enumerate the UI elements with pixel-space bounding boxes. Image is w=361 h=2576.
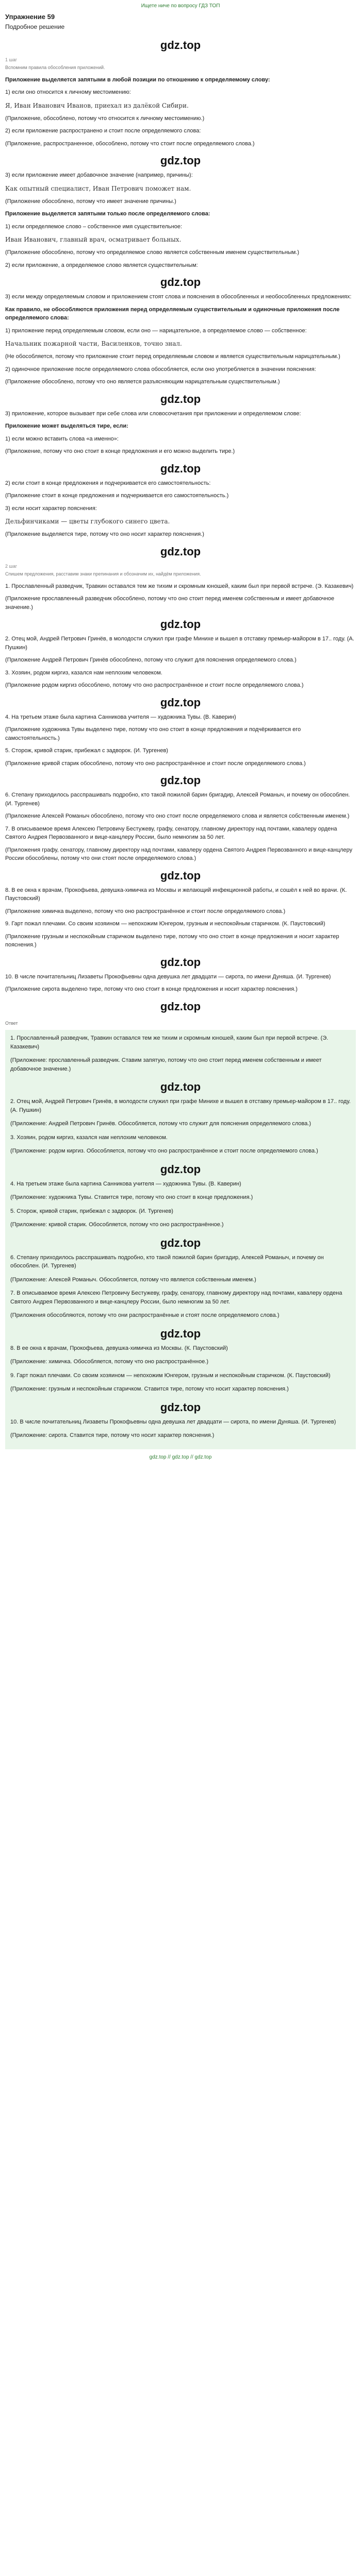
answer-item: 5. Сторож, кривой старик, прибежал с задворок. (И. Тургенев) <box>10 1208 173 1214</box>
rule-paragraph: 1) приложение перед определяемым словом, если оно — нарицательное, а определяемое слово — собственное: <box>5 327 307 334</box>
answer-item: 4. На третьем этаже была картина Санникова учителя — художника Тувы. (В. Каверин) <box>10 1180 241 1187</box>
exercise-item: 1. Прославленный разведчик, Травкин оставался тем же тихим и скромным юношей, каким был при первой встрече. (Э. Казакевич) <box>5 583 354 589</box>
answer-item: (Приложение: грузным и неспокойным старичком. Ставится тире, потому что носит характер пояснения.) <box>10 1386 289 1392</box>
answer-item: 8. В ее окна к врачам, Прокофьева, девушка-химичка из Москвы. (К. Паустовский) <box>10 1345 228 1351</box>
rule-paragraph: 3) если между определяемым словом и приложением стоят слова и пояснения в обособленных и необособленных предложениях: <box>5 294 352 300</box>
rule-paragraph: 3) если носит характер пояснения: <box>5 505 97 512</box>
exercise-item: 2. Отец мой, Андрей Петрович Гринёв, в молодости служил при графе Минихе и вышел в отставку премьер-майором в 17.. году. (А. Пушкин) <box>5 636 354 651</box>
rule-paragraph: (Приложение выделяется тире, потому что оно носит характер пояснения.) <box>5 531 204 537</box>
watermark: gdz.top <box>160 1162 201 1176</box>
answer-item: (Приложение: Андрей Петрович Гринёв. Обособляется, потому что служит для пояснения определяемого слова.) <box>10 1121 311 1127</box>
rule-example: Как опытный специалист, Иван Петрович поможет нам. <box>5 184 191 192</box>
exercise-item: 10. В числе почитательниц Лизаветы Прокофьевны одна девушка лет двадцати — сирота, по имени Дуняша. (И. Тургенев) <box>5 973 331 980</box>
rule-example: Дельфинчиками — цветы глубокого синего цвета. <box>5 518 170 525</box>
rule-paragraph: 3) если приложение имеет добавочное значение (например, причины): <box>5 172 193 178</box>
rule-paragraph: 1) если можно вставить слова «а именно»: <box>5 435 119 442</box>
watermark: gdz.top <box>160 696 201 709</box>
watermark: gdz.top <box>160 999 201 1013</box>
answer-item: (Приложение: прославленный разведчик. Ставим запятую, потому что оно стоит перед именем собственным и имеет добавочное значение.) <box>10 1057 322 1072</box>
step-heading: Спишем предложения, расставим знаки препинания и обозначим их, найдём приложения. <box>5 571 201 577</box>
rule-paragraph: 1) если оно относится к личному местоимению: <box>5 89 131 95</box>
rule-example: Начальник пожарной части, Василенков, точно знал. <box>5 340 182 347</box>
watermark: gdz.top <box>160 1327 201 1340</box>
exercise-item: (Приложения графу, сенатору, главному директору над почтами, кавалеру ордена Святого Андрея Первозванного и вице-канцлеру России обособлены, потому что они стоят после определяемого слова.) <box>5 846 353 861</box>
bottom-link[interactable]: gdz.top // gdz.top // gdz.top <box>149 1454 212 1460</box>
rule-paragraph: (Приложение, распространенное, обособлено, потому что стоит после определяемого слова.) <box>5 140 255 147</box>
rule-paragraph: (Не обособляется, потому что приложение стоит перед определяемым словом и является существительным нарицательным.) <box>5 353 340 360</box>
exercise-item: (Приложение Андрей Петрович Гринёв обособлено, потому что служит для пояснения определяемого слова.) <box>5 657 297 663</box>
exercise-item: (Приложение сирота выделено тире, потому что оно стоит в конце предложения и носит характер пояснения.) <box>5 986 298 992</box>
exercise-item: 3. Хозяин, родом киргиз, казался нам неплохим человеком. <box>5 669 162 676</box>
exercise-item: (Приложение химичка выделено, потому что оно распространённое и стоит после определяемого слова.) <box>5 908 286 914</box>
watermark: gdz.top <box>160 1236 201 1249</box>
answer-item: 3. Хозяин, родом киргиз, казался нам неплохим человеком. <box>10 1134 168 1141</box>
answer-item: 10. В числе почитательниц Лизаветы Прокофьевны одна девушка лет двадцати — сирота, по имени Дуняша. (И. Тургенев) <box>10 1418 336 1425</box>
answer-item: (Приложение: химичка. Обособляется, потому что оно распространённое.) <box>10 1359 209 1365</box>
watermark: gdz.top <box>160 1400 201 1414</box>
exercise-item: 4. На третьем этаже была картина Санникова учителя — художника Тувы. (В. Каверин) <box>5 714 236 720</box>
answer-item: (Приложения обособляются, потому что они распространённые и стоят после определяемого слова.) <box>10 1312 280 1318</box>
answer-item: (Приложение: родом киргиз. Обособляется, потому что оно распространённое и стоит после определяемого слова.) <box>10 1148 318 1154</box>
answer-item: (Приложение: сирота. Ставится тире, потому что носит характер пояснения.) <box>10 1432 215 1438</box>
rule-paragraph: Приложение может выделяться тире, если: <box>5 423 128 429</box>
rule-paragraph: 2) если приложение распространено и стоит после определяемого слова: <box>5 128 201 134</box>
answer-item: 2. Отец мой, Андрей Петрович Гринёв, в молодости служил при графе Минихе и вышел в отставку премьер-майором в 17.. году. (А. Пушкин) <box>10 1098 351 1113</box>
watermark: gdz.top <box>160 774 201 787</box>
watermark: gdz.top <box>160 392 201 405</box>
exercise-item: 6. Степану приходилось расспрашивать подробно, кто такой пожилой барин бригадир, Алексей Романыч, и почему он обособлен. (И. Тургенев) <box>5 792 350 807</box>
exercise-item: 8. В ее окна к врачам, Прокофьева, девушка-химичка из Москвы и желающий инфекционной работы, и сошёл к ней во врачи. (К. Паустовский) <box>5 887 347 902</box>
answer-item: (Приложение: Алексей Романыч. Обособляется, потому что является собственным именем.) <box>10 1276 256 1283</box>
watermark: gdz.top <box>160 38 201 52</box>
watermark: gdz.top <box>160 154 201 167</box>
rule-paragraph: 2) если стоит в конце предложения и подчеркивается его самостоятельность: <box>5 480 211 486</box>
rule-paragraph: Как правило, не обособляются приложения перед определяемым существительным и одиночные приложения после определяемого слова: <box>5 306 340 321</box>
exercise-item: 9. Гарт пожал плечами. Со своим хозяином — непохожим Юнгером, грузным и неспокойным старичком. (К. Паустовский) <box>5 921 325 927</box>
watermark: gdz.top <box>160 869 201 882</box>
answer-item: 1. Прославленный разведчик, Травкин оставался тем же тихим и скромным юношей, каким был при первой встрече. (Э. Казакевич) <box>10 1035 329 1050</box>
step-label: 1 шаг <box>5 57 18 62</box>
answer-item: (Приложение: кривой старик. Обособляется, потому что оно распространённое.) <box>10 1222 224 1228</box>
exercise-item: 7. В описываемое время Алексею Петровичу Бестужеву, графу, сенатору, главному директору над почтами, кавалеру ордена Святого Андрея Первозванного и вице-канцлеру России, было немногим за 50 лет. <box>5 825 337 840</box>
rule-paragraph: 1) если определяемое слово – собственное имя существительное: <box>5 223 183 230</box>
rule-paragraph: (Приложение обособлено, потому что определяемое слово является собственным именем существительным.) <box>5 249 300 256</box>
rule-paragraph: (Приложение, потому что оно стоит в конце предложения и его можно выделить тире.) <box>5 448 235 454</box>
watermark: gdz.top <box>160 1080 201 1093</box>
answer-label: Ответ <box>5 1020 18 1026</box>
exercise-item: (Приложение родом киргиз обособлено, потому что оно распространённое и стоит после определяемого слова.) <box>5 682 304 688</box>
rule-paragraph: (Приложение обособлено, потому что имеет значение причины.) <box>5 198 176 205</box>
top-link[interactable]: Ищете ниче по вопросу ГДЗ ТОП <box>141 3 220 9</box>
rule-paragraph: 2) одиночное приложение после определяемого слова обособляется, если оно употребляется в значении пояснения: <box>5 366 316 372</box>
rule-paragraph: (Приложение, обособлено, потому что относится к личному местоимению.) <box>5 115 205 122</box>
exercise-item: (Приложение Алексей Романыч обособлено, потому что оно стоит после определяемого слова и является собственным именем.) <box>5 813 350 819</box>
rule-paragraph: (Приложение обособлено, потому что оно является разъясняющим нарицательным существительным.) <box>5 379 280 385</box>
rule-paragraph: 2) если приложение, а определяемое слово является существительным: <box>5 262 198 268</box>
step-label: 2 шаг <box>5 563 18 569</box>
watermark: gdz.top <box>160 955 201 969</box>
rule-paragraph: Приложение выделяется запятыми только после определяемого слова: <box>5 211 210 217</box>
answer-item: 6. Степану приходилось расспрашивать подробно, кто такой пожилой барин бригадир, Алексей Романыч, и почему он обособлен. (И. Тургенев) <box>10 1254 324 1269</box>
step-heading: Вспомним правила обособления приложений. <box>5 65 105 70</box>
answer-box <box>5 1030 356 1449</box>
rule-example: Я, Иван Иванович Иванов, приехал из далёкой Сибири. <box>5 101 189 109</box>
rule-paragraph: 3) приложение, которое вызывает при себе слова или словосочетания при приложении и определяемом слове: <box>5 410 301 417</box>
exercise-item: (Приложение грузным и неспокойным старичком выделено тире, потому что оно стоит в конце предложения и носит характер пояснения.) <box>5 933 339 948</box>
exercise-item: 5. Сторож, кривой старик, прибежал с задворок. (И. Тургенев) <box>5 748 168 754</box>
rule-paragraph: Приложение выделяется запятыми в любой позиции по отношению к определяемому слову: <box>5 76 270 83</box>
exercise-item: (Приложение кривой старик обособлено, потому что оно распространённое и стоит после определяемого слова.) <box>5 760 306 767</box>
watermark: gdz.top <box>160 618 201 631</box>
answer-item: (Приложение: художника Тувы. Ставится тире, потому что оно стоит в конце предложения.) <box>10 1194 253 1200</box>
rule-paragraph: (Приложение стоит в конце предложения и подчеркивается его самостоятельность.) <box>5 493 229 499</box>
watermark: gdz.top <box>160 462 201 475</box>
exercise-item: (Приложение прославленный разведчик обособлено, потому что оно стоит перед именем собственным и имеет добавочное значение.) <box>5 596 335 611</box>
page-title: Упражнение 59 <box>5 13 55 21</box>
exercise-item: (Приложение художника Тувы выделено тире, потому что оно стоит в конце предложения и подчёркивается его самостоятельность.) <box>5 726 301 741</box>
watermark: gdz.top <box>160 276 201 289</box>
answer-item: 7. В описываемое время Алексею Петровичу Бестужеву, графу, сенатору, главному директору над почтами, кавалеру ордена Святого Андрея Первозванного и вице-канцлеру России, было немногим за 50 лет. <box>10 1290 342 1305</box>
rule-example: Иван Иванович, главный врач, осматривает больных. <box>5 236 182 243</box>
answer-item: 9. Гарт пожал плечами. Со своим хозяином — непохожим Юнгером, грузным и неспокойным старичком. (К. Паустовский) <box>10 1372 331 1379</box>
page-subtitle: Подробное решение <box>5 23 65 30</box>
watermark: gdz.top <box>160 545 201 558</box>
